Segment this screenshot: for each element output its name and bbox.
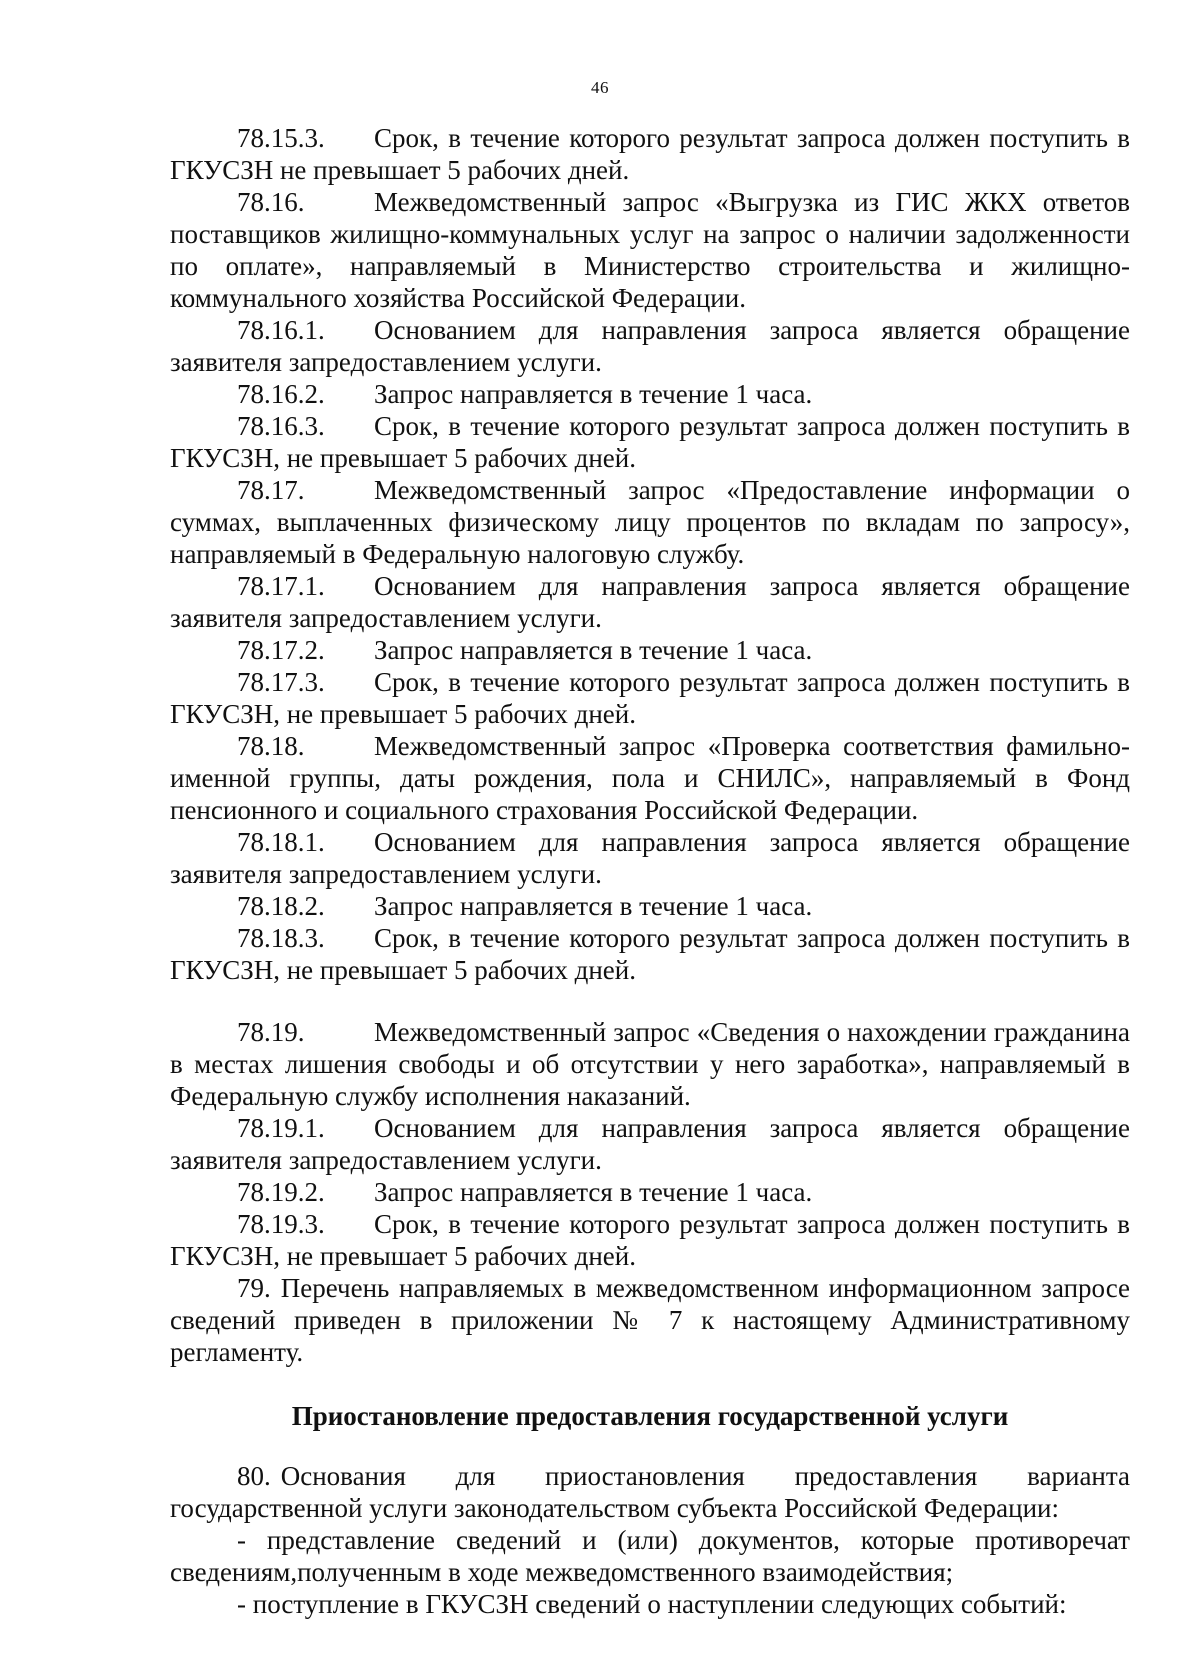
clause-number: 78.17.1.	[237, 571, 325, 601]
section-heading: Приостановление предоставления государственной услуги	[291, 1401, 1009, 1431]
paragraph-78-15-3	[170, 122, 1130, 186]
clause-number: 79.	[237, 1273, 271, 1303]
paragraph-78-18-1	[170, 826, 1130, 890]
paragraph-78-19-1	[170, 1112, 1130, 1176]
clause-number: 78.19.3.	[237, 1209, 325, 1239]
clause-text: Основания для приостановления предоставления варианта государственной услуги законодательством субъекта Российской Федерации:	[170, 1461, 1130, 1523]
clause-text: Межведомственный запрос «Сведения о нахождении гражданина в местах лишения свободы и об отсутствии у него заработка», направляемый в Федеральную службу исполнения наказаний.	[170, 1017, 1130, 1111]
clause-text: Срок, в течение которого результат запроса должен поступить в ГКУСЗН, не превышает 5 рабочих дней.	[170, 667, 1130, 729]
document-body	[170, 122, 1130, 1620]
clause-text: Основанием для направления запроса является обращение заявителя запредоставлением услуги.	[170, 827, 1130, 889]
clause-text: Запрос направляется в течение 1 часа.	[374, 891, 813, 921]
list-item: - представление сведений и (или) документов, которые противоречат сведениям,полученным в ходе межведомственного взаимодействия;	[170, 1525, 1130, 1587]
paragraph-78-17-2	[170, 634, 1130, 666]
clause-text: Срок, в течение которого результат запроса должен поступить в ГКУСЗН, не превышает 5 рабочих дней.	[170, 411, 1130, 473]
clause-number: 78.17.	[237, 475, 305, 505]
blank-line	[170, 986, 1130, 1016]
paragraph-79	[170, 1272, 1130, 1368]
clause-number: 78.19.	[237, 1017, 305, 1047]
clause-text: Запрос направляется в течение 1 часа.	[374, 1177, 813, 1207]
clause-number: 78.18.3.	[237, 923, 325, 953]
clause-text: Основанием для направления запроса является обращение заявителя запредоставлением услуги.	[170, 1113, 1130, 1175]
clause-text: Запрос направляется в течение 1 часа.	[374, 379, 813, 409]
clause-number: 78.15.3.	[237, 123, 325, 153]
paragraph-78-16-2	[170, 378, 1130, 410]
clause-number: 78.16.	[237, 187, 305, 217]
clause-text: Межведомственный запрос «Проверка соответствия фамильно-именной группы, даты рождения, пола и СНИЛС», направляемый в Фонд пенсионного и социального страхования Российской Федерации.	[170, 731, 1130, 825]
clause-text: Межведомственный запрос «Предоставление информации о суммах, выплаченных физическому лицу процентов по вкладам по запросу», направляемый в Федеральную налоговую службу.	[170, 475, 1130, 569]
paragraph-78-16-3	[170, 410, 1130, 474]
clause-text: Основанием для направления запроса является обращение заявителя запредоставлением услуги.	[170, 571, 1130, 633]
paragraph-78-18	[170, 730, 1130, 826]
clause-text: Срок, в течение которого результат запроса должен поступить в ГКУСЗН, не превышает 5 рабочих дней.	[170, 1209, 1130, 1271]
page-number: 46	[591, 78, 609, 97]
clause-number: 78.18.	[237, 731, 305, 761]
paragraph-80	[170, 1460, 1130, 1524]
paragraph-78-17	[170, 474, 1130, 570]
clause-number: 78.18.1.	[237, 827, 325, 857]
clause-text: Межведомственный запрос «Выгрузка из ГИС ЖКХ ответов поставщиков жилищно-коммунальных услуг на запрос о наличии задолженности по оплате», направляемый в Министерство строительства и жилищно-коммунального хозяйства Российской Федерации.	[170, 187, 1130, 313]
paragraph-78-19-3	[170, 1208, 1130, 1272]
clause-number: 78.19.1.	[237, 1113, 325, 1143]
paragraph-78-17-1	[170, 570, 1130, 634]
paragraph-78-16	[170, 186, 1130, 314]
clause-number: 78.16.1.	[237, 315, 325, 345]
clause-number: 78.16.3.	[237, 411, 325, 441]
clause-number: 78.18.2.	[237, 891, 325, 921]
clause-number: 78.16.2.	[237, 379, 325, 409]
clause-text: Срок, в течение которого результат запроса должен поступить в ГКУСЗН не превышает 5 рабочих дней.	[170, 123, 1130, 185]
clause-number: 78.19.2.	[237, 1177, 325, 1207]
clause-number: 78.17.3.	[237, 667, 325, 697]
clause-text: Запрос направляется в течение 1 часа.	[374, 635, 813, 665]
clause-text: Срок, в течение которого результат запроса должен поступить в ГКУСЗН, не превышает 5 рабочих дней.	[170, 923, 1130, 985]
clause-text: Перечень направляемых в межведомственном информационном запросе сведений приведен в приложении № 7 к настоящему Административному регламенту.	[170, 1273, 1130, 1367]
clause-number: 80.	[237, 1461, 271, 1491]
clause-number: 78.17.2.	[237, 635, 325, 665]
clause-text: Основанием для направления запроса является обращение заявителя запредоставлением услуги.	[170, 315, 1130, 377]
paragraph-78-16-1	[170, 314, 1130, 378]
paragraph-78-18-3	[170, 922, 1130, 986]
paragraph-78-18-2	[170, 890, 1130, 922]
paragraph-78-19-2	[170, 1176, 1130, 1208]
paragraph-78-17-3	[170, 666, 1130, 730]
paragraph-78-19	[170, 1016, 1130, 1112]
list-item: - поступление в ГКУСЗН сведений о наступлении следующих событий:	[237, 1589, 1067, 1619]
